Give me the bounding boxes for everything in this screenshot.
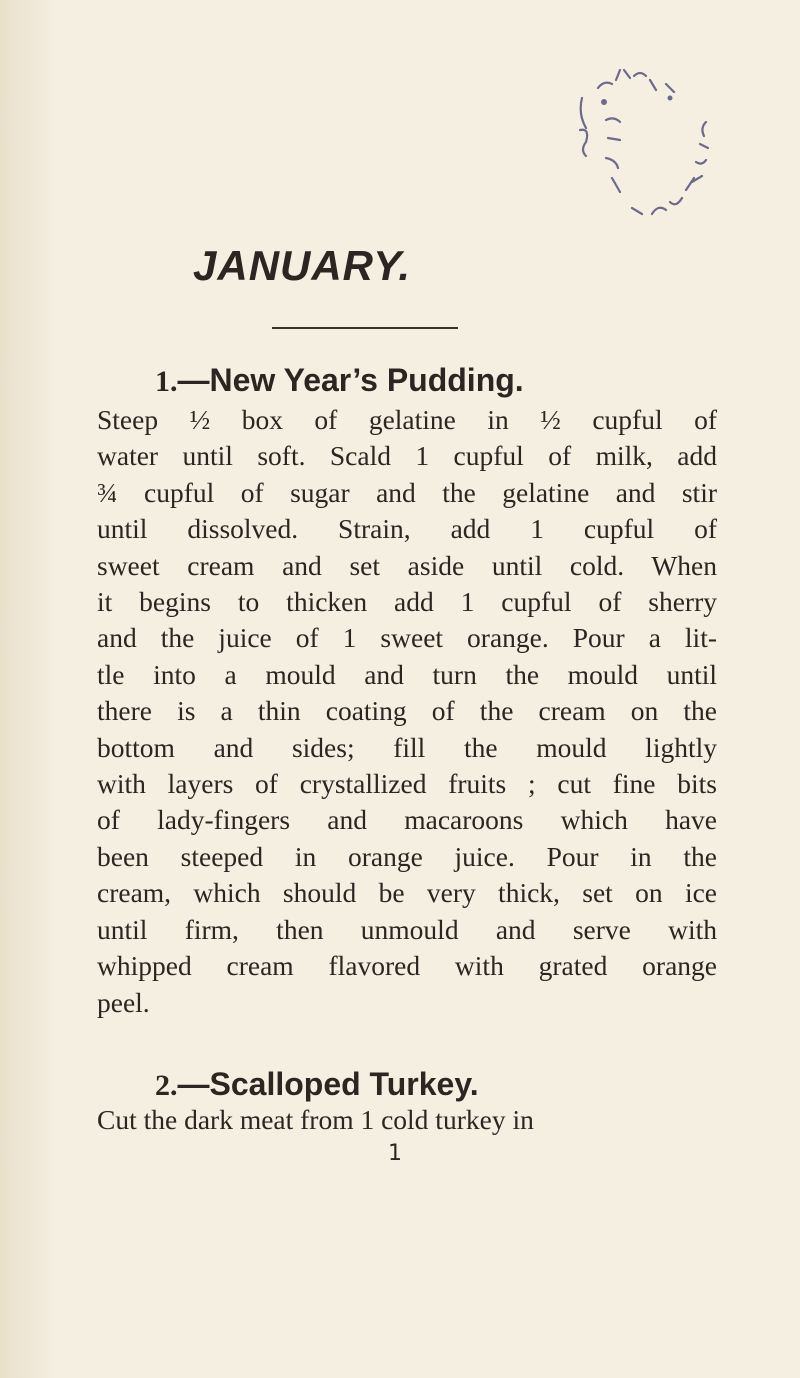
text-line: it begins to thicken add 1 cupful of sherry	[97, 586, 717, 618]
recipe-heading-scalloped-turkey	[155, 1066, 479, 1103]
text-line: peel.	[97, 986, 150, 1018]
text-line: tle into a mould and turn the mould until	[97, 658, 717, 690]
library-stamp-icon	[520, 58, 720, 298]
recipe-title: —Scalloped Turkey.	[177, 1066, 479, 1102]
text-line: until firm, then unmould and serve with	[97, 913, 717, 945]
text-line: water until soft. Scald 1 cupful of milk, add	[97, 440, 717, 472]
text-line: until dissolved. Strain, add 1 cupful of	[97, 513, 717, 545]
text-line: with layers of crystallized fruits ; cut fine bits	[97, 768, 717, 800]
text-line: Cut the dark meat from 1 cold turkey in	[97, 1104, 534, 1135]
text-line: been steeped in orange juice. Pour in the	[97, 840, 717, 872]
recipe-body-new-years-pudding	[97, 402, 717, 1021]
text-line: ¾ cupful of sugar and the gelatine and stir	[97, 476, 717, 508]
text-line: whipped cream flavored with grated orange	[97, 950, 717, 982]
text-line: bottom and sides; fill the mould lightly	[97, 731, 717, 763]
text-line: Steep ½ box of gelatine in ½ cupful of	[97, 404, 717, 435]
text-line: cream, which should be very thick, set on ice	[97, 877, 717, 909]
text-line: there is a thin coating of the cream on the	[97, 695, 717, 727]
page-number: 1	[388, 1141, 402, 1166]
recipe-title: —New Year’s Pudding.	[177, 362, 524, 398]
title-divider	[272, 327, 458, 329]
page-edge-shadow	[0, 0, 60, 1378]
recipe-number: 1.	[155, 365, 178, 398]
recipe-number: 2.	[155, 1069, 178, 1102]
text-line: of lady-fingers and macaroons which have	[97, 804, 717, 836]
text-line: and the juice of 1 sweet orange. Pour a lit-	[97, 622, 717, 654]
recipe-heading-new-years-pudding	[155, 362, 524, 399]
text-line: sweet cream and set aside until cold. When	[97, 549, 717, 581]
recipe-body-scalloped-turkey	[97, 1102, 717, 1138]
month-title: JANUARY.	[193, 242, 412, 289]
